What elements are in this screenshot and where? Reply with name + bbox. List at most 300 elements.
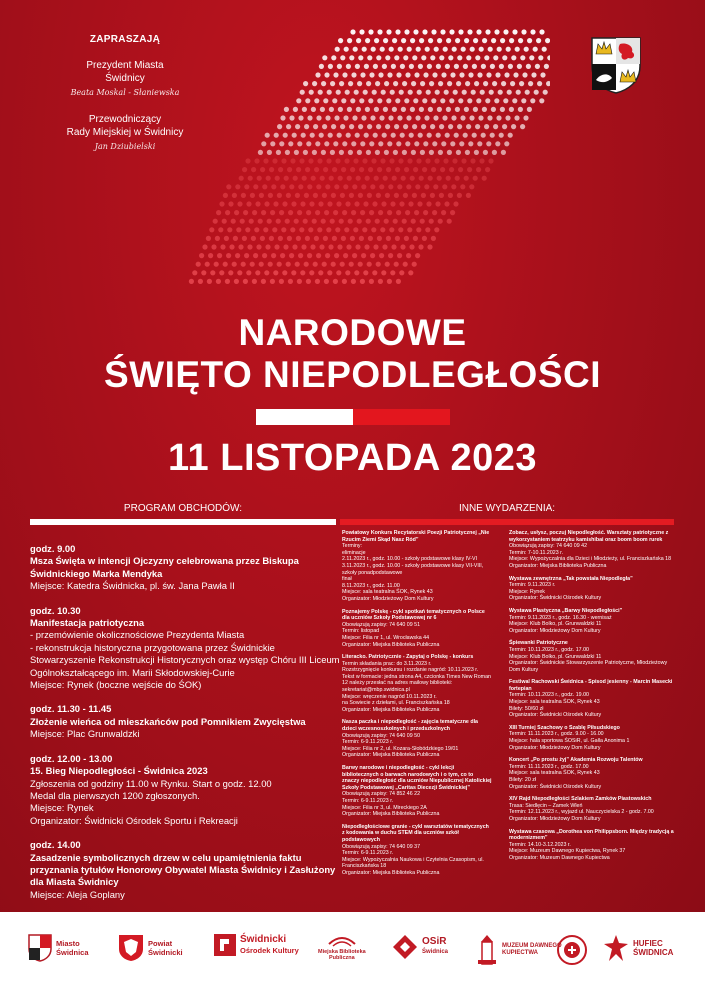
motif-dot [401,38,406,43]
motif-dot [521,98,526,103]
motif-dot [243,279,248,284]
motif-dot [527,107,532,112]
motif-dot [481,64,486,69]
motif-dot [360,279,365,284]
motif-dot [545,38,550,43]
other-event [509,640,674,673]
program-list [30,543,340,912]
motif-dot [402,150,407,155]
other-event-title: Powiatowy Konkurs Recytatorski Poezji Patriotycznej „Nie Rzucim Ziemi Skąd Nasz Ród” [342,530,490,543]
motif-dot [314,98,319,103]
motif-dot [244,184,249,189]
motif-dot [333,210,338,215]
motif-dot [441,141,446,146]
logo-text-1: Powiat [148,939,173,948]
motif-dot [329,107,334,112]
motif-dot [425,47,430,52]
motif-dot [430,55,435,60]
program-event [30,703,340,740]
motif-dot [266,176,271,181]
other-event-title: Koncert „Po prostu żyj” Akademia Rozwoju Talentów [509,757,643,764]
motif-dot [302,107,307,112]
motif-dot [407,158,412,163]
motif-dot [331,55,336,60]
motif-dot [432,72,437,77]
motif-dot [385,55,390,60]
motif-dot [521,29,526,34]
motif-dot [347,38,352,43]
motif-dot [377,29,382,34]
motif-dot [258,219,263,224]
other-event-detail: Termin: listopad [342,628,380,635]
motif-dot [435,201,440,206]
motif-dot [254,227,259,232]
motif-dot [539,98,544,103]
motif-dot [337,244,342,249]
motif-dot [385,124,390,129]
motif-dot [456,81,461,86]
main-title [0,312,705,396]
motif-dot [322,262,327,267]
motif-dot [304,124,309,129]
event-detail: Organizator: Świdnicki Ośrodek Sportu i Rekreacji [30,814,238,826]
motif-dot [213,219,218,224]
motif-dot [516,90,521,95]
motif-dot [254,158,259,163]
motif-dot [410,107,415,112]
other-event-detail: 2.11.2023 r., godz. 10.00 - szkoły podstawowe klasy IV-VI [342,556,478,563]
motif-dot [524,47,529,52]
first-signature: Beata Moskal - Słaniewska [70,88,180,97]
motif-dot [424,115,429,120]
motif-dot [493,55,498,60]
motif-dot [372,270,377,275]
motif-dot [464,176,469,181]
motif-dot [395,236,400,241]
motif-dot [510,81,515,86]
motif-dot [259,193,264,198]
motif-dot [388,115,393,120]
motif-dot [291,201,296,206]
other-event-detail: Miejsce: Klub Bolko, pl. Grunwaldzki 11 [509,621,602,628]
motif-dot [421,124,426,129]
motif-dot [295,124,300,129]
motif-dot [520,124,525,129]
motif-dot [219,270,224,275]
motif-dot [217,253,222,258]
motif-dot [370,115,375,120]
motif-dot [342,72,347,77]
motif-dot [444,201,449,206]
motif-dot [523,115,528,120]
motif-dot [343,115,348,120]
motif-dot [501,150,506,155]
motif-dot [383,107,388,112]
motif-dot [467,29,472,34]
motif-dot [227,227,232,232]
motif-dot [471,90,476,95]
motif-dot [431,29,436,34]
motif-dot [459,72,464,77]
motif-dot [390,270,395,275]
museum-tower-icon [476,934,498,966]
organizers-heading: ZAPRASZAJĄ [89,34,161,45]
event-time: godz. 11.30 - 11.45 [30,703,112,715]
motif-dot [340,55,345,60]
motif-dot [395,167,400,172]
motif-dot [408,90,413,95]
other-event-detail: Termin: 6-9.11.2023 r. [342,739,394,746]
other-event-detail: Miejsce: sala teatralna ŚOK, Rynek 43 [342,589,433,596]
motif-dot [400,244,405,249]
title-line2: ŚWIĘTO NIEPODLEGŁOŚCI [103,354,602,395]
flag-red-stripe [353,409,450,425]
motif-dot [360,72,365,77]
motif-dot [333,279,338,284]
motif-dot [350,167,355,172]
motif-dot [283,133,288,138]
motif-dot [222,219,227,224]
motif-dot [376,55,381,60]
motif-dot [293,176,298,181]
motif-dot [300,90,305,95]
motif-dot [429,150,434,155]
motif-dot [419,38,424,43]
motif-dot [413,98,418,103]
motif-dot [300,201,305,206]
motif-dot [412,193,417,198]
motif-dot [328,133,333,138]
motif-dot [234,210,239,215]
motif-dot [255,270,260,275]
program-event [30,753,340,827]
motif-dot [416,158,421,163]
motif-dot [348,150,353,155]
motif-dot [413,236,418,241]
motif-dot [458,98,463,103]
motif-dot [358,193,363,198]
motif-dot [281,227,286,232]
other-event-title: Barwy narodowe i niepodległość - cykl lekcji bibliotecznych o barwach narodowych i o tym, co to znaczy niepodległość dla uczniów Niepublicznej Katolickiej Szkoły Podstawowej „Caritas Diecezji Świdnickiej” [342,765,492,791]
motif-dot [417,90,422,95]
motif-dot [368,236,373,241]
motif-dot [286,124,291,129]
logo-text-2: Świdnica [422,949,449,955]
motif-dot [241,262,246,267]
motif-dot [346,244,351,249]
logo-osir [392,934,448,960]
logo-miasto-swidnica [28,934,89,962]
motif-dot [451,115,456,120]
motif-dot [340,262,345,267]
motif-dot [250,193,255,198]
motif-dot [399,90,404,95]
motif-dot [228,270,233,275]
motif-dot [375,219,380,224]
motif-dot [299,227,304,232]
motif-dot [473,107,478,112]
motif-dot [372,201,377,206]
motif-dot [509,107,514,112]
motif-dot [290,227,295,232]
motif-dot [449,98,454,103]
motif-dot [376,124,381,129]
motif-dot [449,167,454,172]
motif-dot [415,184,420,189]
motif-dot [539,29,544,34]
motif-dot [442,184,447,189]
motif-dot [362,227,367,232]
motif-dot [242,236,247,241]
motif-dot [412,55,417,60]
motif-dot [310,244,315,249]
motif-dot [304,262,309,267]
motif-dot [282,270,287,275]
motif-dot [285,219,290,224]
motif-dot [366,150,371,155]
motif-dot [394,124,399,129]
motif-dot [369,210,374,215]
motif-dot [218,227,223,232]
motif-dot [366,219,371,224]
motif-dot [355,64,360,69]
motif-dot [517,64,522,69]
motif-dot [209,227,214,232]
motif-dot [225,210,230,215]
motif-dot [444,90,449,95]
motif-dot [307,184,312,189]
motif-dot [537,81,542,86]
motif-dot [357,150,362,155]
motif-dot [350,98,355,103]
motif-dot [220,244,225,249]
motif-dot [515,47,520,52]
motif-dot [330,219,335,224]
motif-dot [261,279,266,284]
logo-text-1: Świdnicki [240,934,287,945]
motif-dot [455,107,460,112]
motif-dot [375,150,380,155]
other-event-title: Wystawa Plastyczna „Barwy Niepodległości” [509,607,623,614]
motif-dot [428,107,433,112]
motif-dot [432,141,437,146]
motif-dot [208,253,213,258]
motif-dot [456,150,461,155]
motif-dot [386,236,391,241]
motif-dot [307,115,312,120]
motif-dot [348,81,353,86]
other-event-detail: Termin: 14.10-3.12.2023 r. [509,841,571,848]
motif-dot [351,210,356,215]
motif-dot [531,72,536,77]
motif-dot [411,219,416,224]
motif-dot [381,90,386,95]
logo-mdk [556,934,588,966]
motif-dot [253,253,258,258]
motif-dot [280,253,285,258]
motif-dot [421,193,426,198]
motif-dot [453,90,458,95]
motif-dot [312,150,317,155]
motif-dot [428,38,433,43]
other-event-detail: Termin: 6-9.11.2023 r. [342,797,394,804]
motif-dot [473,176,478,181]
other-event-detail: Termin: 9.11.2023 r., godz. 16.30 - wernisaż [509,614,612,621]
motif-dot [284,176,289,181]
motif-dot [309,270,314,275]
motif-dot [504,141,509,146]
event-detail: Zgłoszenia od godziny 11.00 w Rynku. Start o godz. 12.00 [30,777,272,789]
event-detail: Miejsce: Rynek (boczne wejście do ŚOK) [30,679,202,691]
motif-dot [508,133,513,138]
motif-dot [410,176,415,181]
motif-dot [318,90,323,95]
motif-dot [411,81,416,86]
motif-dot [289,184,294,189]
other-event-detail: Rozstrzygnięcie konkursu i rozdanie nagród: 10.11.2023 r. [342,667,479,674]
motif-dot [447,81,452,86]
motif-dot [304,193,309,198]
motif-dot [397,115,402,120]
motif-dot [207,279,212,284]
motif-dot [189,279,194,284]
motif-dot [235,253,240,258]
motif-dot [315,210,320,215]
motif-dot [538,55,543,60]
logo-text-1: Miejska Biblioteka [318,949,366,955]
motif-dot [475,124,480,129]
motif-dot [355,244,360,249]
motif-dot [519,81,524,86]
motif-dot [527,38,532,43]
motif-dot [251,236,256,241]
other-events-heading: INNE WYDARZENIA: [458,503,556,514]
motif-dot [522,72,527,77]
motif-dot [406,253,411,258]
motif-dot [461,158,466,163]
motif-dot [284,107,289,112]
motif-dot [484,124,489,129]
motif-dot [342,279,347,284]
motif-dot [405,72,410,77]
motif-dot [313,193,318,198]
motif-dot [327,270,332,275]
motif-dot [458,167,463,172]
motif-dot [235,184,240,189]
polish-flag-bar [256,409,450,425]
motif-dot [356,176,361,181]
motif-dot [407,47,412,52]
motif-dot [330,81,335,86]
motif-dot [210,270,215,275]
motif-dot [325,184,330,189]
motif-dot [351,279,356,284]
motif-dot [346,133,351,138]
motif-dot [353,158,358,163]
motif-dot [333,72,338,77]
motif-dot [393,150,398,155]
motif-dot [458,29,463,34]
motif-dot [386,29,391,34]
motif-dot [316,184,321,189]
other-event [342,654,492,713]
motif-dot [412,262,417,267]
event-detail: - przemówienie okolicznościowe Prezydenta Miasta [30,629,245,641]
motif-dot [466,193,471,198]
motif-dot [349,262,354,267]
event-detail: Miejsce: Plac Grunwaldzki [30,728,140,740]
motif-dot [363,201,368,206]
motif-dot [381,201,386,206]
motif-dot [367,55,372,60]
motif-dot [404,167,409,172]
motif-dot [357,81,362,86]
motif-dot [485,29,490,34]
motif-dot [455,176,460,181]
motif-dot [380,47,385,52]
motif-dot [296,236,301,241]
motif-dot [414,72,419,77]
other-event-detail: Termin: 10.11.2023 r., godz. 17.00 [509,646,589,653]
other-event-detail: Termin: 11.11.2023 r., godz. 17.00 [509,763,589,770]
motif-dot [365,176,370,181]
motif-dot [429,219,434,224]
motif-dot [313,262,318,267]
motif-dot [478,115,483,120]
motif-dot [438,219,443,224]
motif-dot [439,193,444,198]
motif-dot [485,98,490,103]
motif-dot [303,219,308,224]
motif-dot [264,270,269,275]
motif-dot [476,98,481,103]
other-event-detail: Organizator: Miejska Biblioteka Publiczna [342,641,440,648]
motif-dot [312,81,317,86]
motif-dot [336,201,341,206]
motif-dot [369,279,374,284]
motif-dot [359,236,364,241]
motif-dot [480,90,485,95]
other-event-detail: Miejsce: Filia nr 2, ul. Kozara-Słobódzkiego 19/01 [342,745,459,752]
motif-dot [409,133,414,138]
motif-dot [529,55,534,60]
motif-dot [434,227,439,232]
motif-dot [543,90,548,95]
motif-dot [467,167,472,172]
motif-dot [258,150,263,155]
motif-dot [265,244,270,249]
motif-dot [486,141,491,146]
motif-dot [294,219,299,224]
motif-dot [499,133,504,138]
motif-dot [352,253,357,258]
motif-dot [413,167,418,172]
motif-dot [530,29,535,34]
motif-dot [535,64,540,69]
motif-dot [504,72,509,77]
motif-dot [404,98,409,103]
motif-dot [308,158,313,163]
motif-dot [419,107,424,112]
motif-dot [463,64,468,69]
motif-dot [335,158,340,163]
event-time: godz. 9.00 [30,543,76,554]
motif-dot [452,47,457,52]
other-event-detail: Miejsce: wręczenie nagród 10.11.2023 r. [342,693,437,700]
motif-dot [424,184,429,189]
motif-dot [371,47,376,52]
motif-dot [386,98,391,103]
